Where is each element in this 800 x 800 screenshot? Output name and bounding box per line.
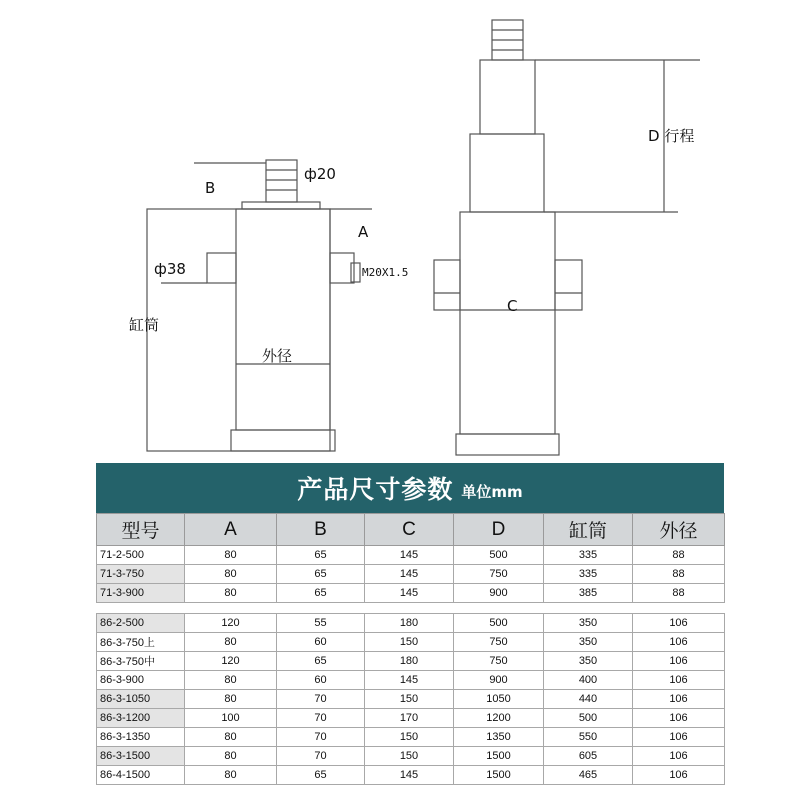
value-cell: 100: [185, 709, 277, 728]
value-cell: 80: [185, 584, 277, 603]
label-thread: M20X1.5: [362, 266, 409, 279]
header-A: A: [185, 514, 277, 546]
header-B: B: [277, 514, 365, 546]
value-cell: 106: [633, 709, 725, 728]
right-right-port: [555, 260, 582, 310]
value-cell: 120: [185, 652, 277, 671]
value-cell: 65: [277, 546, 365, 565]
table-row: [97, 709, 725, 728]
value-cell: 350: [544, 633, 633, 652]
value-cell: 150: [365, 690, 454, 709]
value-cell: 400: [544, 671, 633, 690]
right-stage-3: [480, 60, 535, 134]
value-cell: 70: [277, 747, 365, 766]
value-cell: 1050: [454, 690, 544, 709]
right-cylinder-barrel: [460, 212, 555, 434]
model-cell: 86-3-750中: [97, 652, 185, 671]
model-cell: 71-2-500: [97, 546, 185, 565]
value-cell: 106: [633, 766, 725, 785]
header-model: 型号: [97, 514, 185, 546]
value-cell: 106: [633, 747, 725, 766]
left-ram-stub: [266, 160, 297, 202]
value-cell: 145: [365, 565, 454, 584]
label-D-stroke: D 行程: [648, 127, 695, 145]
value-cell: 1350: [454, 728, 544, 747]
table-title-bar: [96, 463, 724, 513]
header-outer-diameter: 外径: [633, 514, 725, 546]
value-cell: 750: [454, 652, 544, 671]
table-row: [97, 671, 725, 690]
value-cell: 60: [277, 633, 365, 652]
value-cell: 88: [633, 584, 725, 603]
model-cell: 86-3-1200: [97, 709, 185, 728]
value-cell: 1500: [454, 766, 544, 785]
table-row: [97, 614, 725, 633]
table-row: [97, 565, 725, 584]
value-cell: 150: [365, 728, 454, 747]
value-cell: 106: [633, 633, 725, 652]
value-cell: 335: [544, 546, 633, 565]
value-cell: 65: [277, 766, 365, 785]
model-cell: 86-2-500: [97, 614, 185, 633]
label-A: A: [358, 223, 369, 241]
label-phi38: ф38: [154, 260, 186, 278]
value-cell: 1500: [454, 747, 544, 766]
model-cell: 86-3-1350: [97, 728, 185, 747]
model-cell: 86-3-900: [97, 671, 185, 690]
value-cell: 80: [185, 766, 277, 785]
model-cell: 86-4-1500: [97, 766, 185, 785]
table-unit: 单位mm: [461, 482, 523, 501]
value-cell: 80: [185, 565, 277, 584]
value-cell: 145: [365, 671, 454, 690]
left-side-port: [207, 253, 236, 283]
value-cell: 80: [185, 671, 277, 690]
value-cell: 385: [544, 584, 633, 603]
value-cell: 80: [185, 633, 277, 652]
value-cell: 750: [454, 565, 544, 584]
value-cell: 65: [277, 584, 365, 603]
table-row: [97, 633, 725, 652]
label-cylinder: 缸筒: [129, 316, 160, 334]
model-cell: 86-3-1500: [97, 747, 185, 766]
value-cell: 106: [633, 614, 725, 633]
thread-fitting: [351, 263, 360, 282]
group-separator: [97, 603, 725, 614]
value-cell: 500: [454, 546, 544, 565]
value-cell: 65: [277, 565, 365, 584]
table-body: [97, 546, 725, 785]
value-cell: 180: [365, 614, 454, 633]
model-cell: 71-3-750: [97, 565, 185, 584]
value-cell: 106: [633, 652, 725, 671]
value-cell: 500: [544, 709, 633, 728]
table-title: 产品尺寸参数: [297, 475, 454, 504]
label-C: C: [507, 297, 518, 315]
value-cell: 106: [633, 690, 725, 709]
header-cylinder: 缸筒: [544, 514, 633, 546]
value-cell: 350: [544, 652, 633, 671]
label-B: B: [205, 179, 216, 197]
value-cell: 170: [365, 709, 454, 728]
value-cell: 106: [633, 671, 725, 690]
value-cell: 350: [544, 614, 633, 633]
value-cell: 80: [185, 690, 277, 709]
value-cell: 550: [544, 728, 633, 747]
value-cell: 65: [277, 652, 365, 671]
value-cell: 60: [277, 671, 365, 690]
value-cell: 55: [277, 614, 365, 633]
left-base-plate: [231, 430, 335, 451]
value-cell: 150: [365, 633, 454, 652]
right-cylinder-figure: [434, 20, 700, 455]
value-cell: 1200: [454, 709, 544, 728]
value-cell: 750: [454, 633, 544, 652]
header-C: C: [365, 514, 454, 546]
value-cell: 440: [544, 690, 633, 709]
left-top-cap: [242, 202, 320, 209]
right-left-port: [434, 260, 460, 310]
value-cell: 70: [277, 690, 365, 709]
table-row: [97, 728, 725, 747]
value-cell: 145: [365, 546, 454, 565]
label-phi20: ф20: [304, 165, 336, 183]
table-row: [97, 766, 725, 785]
value-cell: 145: [365, 584, 454, 603]
model-cell: 86-3-750上: [97, 633, 185, 652]
value-cell: 145: [365, 766, 454, 785]
left-cylinder-barrel: [147, 209, 330, 451]
table-row: [97, 747, 725, 766]
value-cell: 88: [633, 565, 725, 584]
right-stage-2: [470, 134, 544, 212]
value-cell: 335: [544, 565, 633, 584]
left-inner-tube: [236, 209, 330, 430]
value-cell: 465: [544, 766, 633, 785]
value-cell: 605: [544, 747, 633, 766]
table-row: [97, 546, 725, 565]
value-cell: 70: [277, 728, 365, 747]
value-cell: 106: [633, 728, 725, 747]
value-cell: 150: [365, 747, 454, 766]
table-row: [97, 652, 725, 671]
table-row: [97, 690, 725, 709]
value-cell: 900: [454, 584, 544, 603]
left-cylinder-figure: [147, 160, 372, 451]
right-side-port: [330, 253, 354, 283]
value-cell: 80: [185, 747, 277, 766]
table-header-row: [97, 514, 725, 546]
model-cell: 71-3-900: [97, 584, 185, 603]
value-cell: 900: [454, 671, 544, 690]
value-cell: 80: [185, 728, 277, 747]
value-cell: 80: [185, 546, 277, 565]
header-D: D: [454, 514, 544, 546]
parameter-table-panel: [96, 463, 724, 785]
value-cell: 88: [633, 546, 725, 565]
label-outer-diameter: 外径: [262, 347, 293, 365]
value-cell: 180: [365, 652, 454, 671]
table-row: [97, 584, 725, 603]
value-cell: 120: [185, 614, 277, 633]
model-cell: 86-3-1050: [97, 690, 185, 709]
value-cell: 500: [454, 614, 544, 633]
right-base-plate: [456, 434, 559, 455]
value-cell: 70: [277, 709, 365, 728]
dimension-table: [96, 513, 725, 785]
